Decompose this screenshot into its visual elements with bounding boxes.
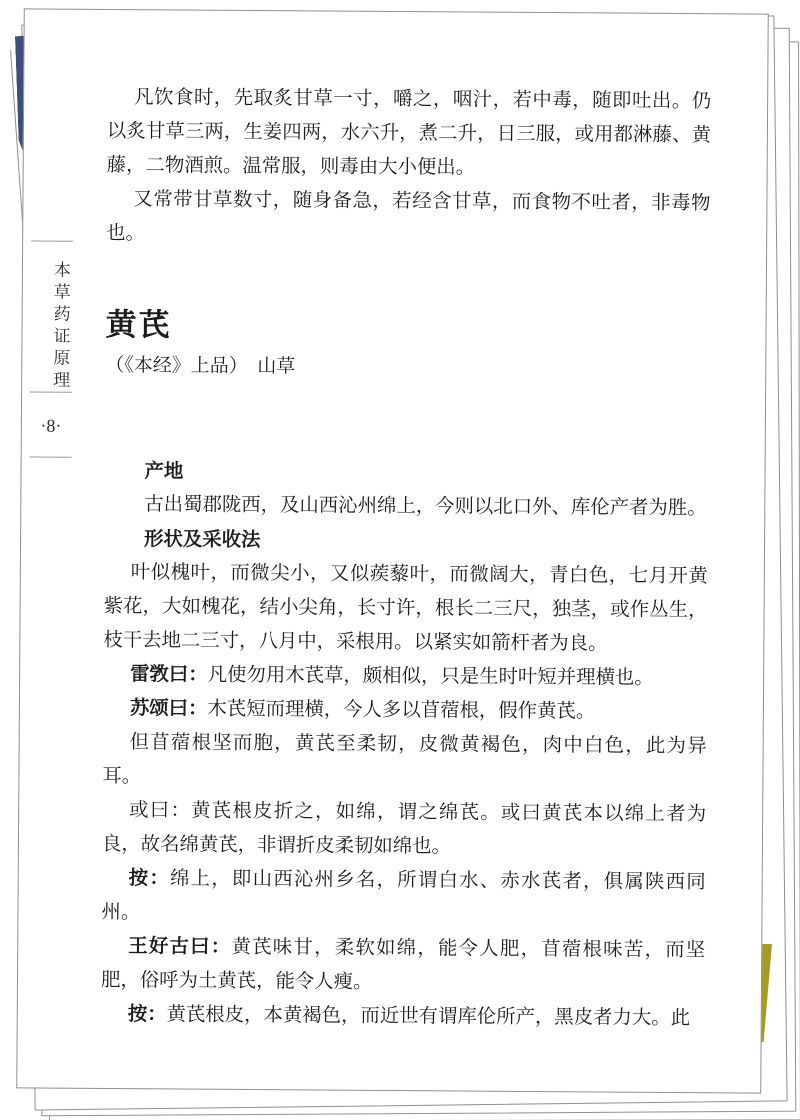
huoyue-paragraph: 或曰：黄芪根皮折之，如绵，谓之绵芪。或曰黄芪本以绵上者为良，故名绵黄芪，非谓折皮柔韧如绵也。 <box>101 800 707 858</box>
susong-lead: 苏颂曰： <box>129 698 208 720</box>
note-2-text: 黄芪根皮，本黄褐色，而近世有谓库伦所产，黑皮者力大。此 <box>166 1004 691 1030</box>
wanghaogu-paragraph <box>101 930 705 1002</box>
intro-paragraph-2: 又常带甘草数寸，随身备急，若经含甘草，而食物不吐者，非毒物也。 <box>106 189 711 245</box>
margin-rule-bottom <box>30 456 72 457</box>
note-paragraph-2 <box>101 998 705 1036</box>
note-1-lead: 按： <box>128 868 171 890</box>
section-heading-shape-harvest: 形状及采收法 <box>143 528 261 552</box>
leixiao-lead: 雷敩曰： <box>130 664 208 686</box>
leixiao-text: 凡使勿用木芪草，颇相似，只是生时叶短并理横也。 <box>207 664 654 689</box>
main-page <box>16 8 769 1093</box>
section-heading-origin: 产地 <box>144 460 184 483</box>
note-1-text: 绵上，即山西沁州乡名，所谓白水、赤水芪者，俱属陕西同州。 <box>101 868 706 924</box>
text-column <box>101 10 712 1036</box>
entry-title: 黄芪 <box>105 306 172 343</box>
leixiao-paragraph <box>103 658 707 696</box>
entry-subtitle: （《本经》上品） 山草 <box>105 354 296 378</box>
susong-paragraph <box>103 692 707 730</box>
note-2-lead: 按： <box>127 1004 167 1026</box>
page-number: ·8· <box>40 415 62 436</box>
note-paragraph-1 <box>101 862 705 934</box>
shape-paragraph: 叶似槐叶，而微尖小，又似蒺藜叶，而微阔大，青白色，七月开黄紫花，大如槐花，结小尖角，长寸许，根长二三尺，独茎，或作丛生，枝干去地二三寸，八月中，采根用。以紧实如箭杆者为良。 <box>103 562 708 655</box>
origin-paragraph: 古出蜀郡陇西，及山西沁州绵上，今则以北口外、库伦产者为胜。 <box>144 494 707 520</box>
mucixu-paragraph: 但苜蓿根坚而胞，黄芪至柔韧，皮微黄褐色，肉中白色，此为异耳。 <box>102 732 707 788</box>
wanghaogu-lead: 王好古曰： <box>128 936 232 958</box>
susong-text: 木芪短而理横，今人多以苜蓿根，假作黄芪。 <box>207 698 596 723</box>
intro-paragraph-1: 凡饮食时，先取炙甘草一寸，嚼之，咽汁，若中毒，随即吐出。仍以炙甘草三两，生姜四两，水六升，煮二升，日三服，或用都淋藤、黄藤，二物酒煎。温常服，则毒由大小便出。 <box>106 87 712 179</box>
wanghaogu-text: 黄芪味甘，柔软如绵，能令人肥，苜蓿根味苦，而坚肥，俗呼为土黄芪，能令人瘦。 <box>100 936 706 993</box>
book-title-vertical: 本草药证原理 <box>50 260 71 393</box>
margin-rule-top <box>31 240 73 241</box>
